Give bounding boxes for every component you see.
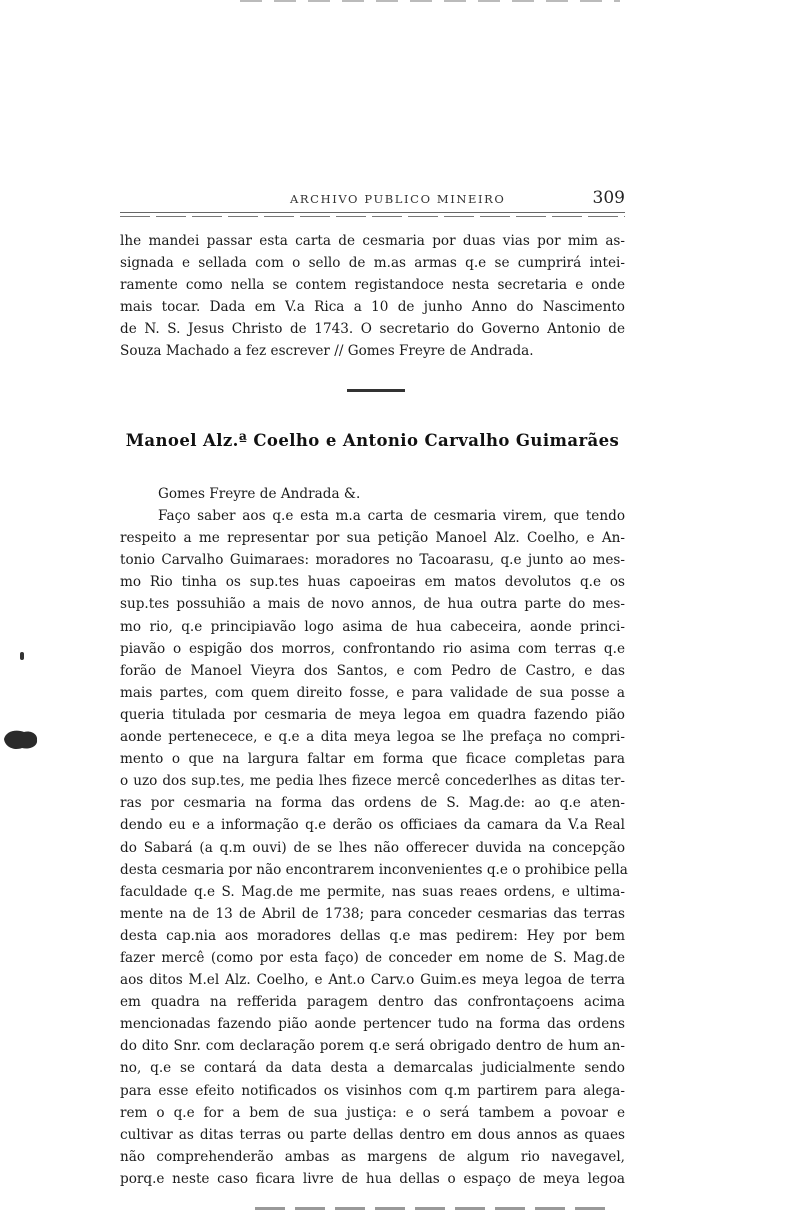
text-line: lhe mandei passar esta carta de cesmaria por duas vias por mim as- bbox=[120, 233, 625, 249]
text-line: Faço saber aos q.e esta m.a carta de cesmaria virem, que tendo bbox=[158, 508, 625, 525]
text-line: desta cap.nia aos moradores dellas q.e mas pedirem: Hey por bem bbox=[120, 927, 625, 944]
text-line: no, q.e se contará da data desta a demarcalas judicialmente sendo bbox=[120, 1060, 625, 1077]
text-line: queria titulada por cesmaria de meya legoa em quadra fazendo pião bbox=[120, 706, 625, 723]
text-line: de N. S. Jesus Christo de 1743. O secretario do Governo Antonio de bbox=[120, 321, 625, 338]
margin-mark bbox=[20, 652, 24, 660]
text-line: não comprehenderão ambas as margens de algum rio navegavel, bbox=[120, 1148, 625, 1165]
text-line: do dito Snr. com declaração porem q.e será obrigado dentro de hum an- bbox=[120, 1038, 625, 1055]
text-line: sup.tes possuhião a mais de novo annos, de hua outra parte do mes- bbox=[120, 596, 625, 613]
running-title: ARCHIVO PUBLICO MINEIRO bbox=[290, 192, 506, 206]
text-line: mo rio, q.e principiavão logo asima de hua cabeceira, aonde princi- bbox=[120, 618, 625, 635]
section-separator bbox=[347, 389, 405, 392]
text-line: rem o q.e for a bem de sua justiça: e o será tambem a povoar e bbox=[120, 1104, 625, 1121]
body-text bbox=[120, 483, 628, 1190]
text-line: do Sabará (a q.m ouvi) de se lhes não offerecer duvida na concepção bbox=[120, 839, 625, 856]
text-line: porq.e neste caso ficara livre de hua dellas o espaço de meya legoa bbox=[120, 1170, 625, 1187]
text-line: para esse efeito notificados os visinhos com q.m partirem para alega- bbox=[120, 1082, 625, 1099]
text-line: mente na de 13 de Abril de 1738; para conceder cesmarias das terras bbox=[120, 905, 625, 922]
text-line: respeito a me representar por sua petição Manoel Alz. Coelho, e An- bbox=[120, 530, 625, 547]
header-rule-dashed bbox=[120, 216, 625, 217]
text-line: tonio Carvalho Guimaraes: moradores no Tacoarasu, q.e junto ao mes- bbox=[120, 552, 625, 569]
text-line: aonde pertenecece, e q.e a dita meya legoa se lhe prefaça no compri- bbox=[120, 729, 625, 746]
scan-edge-bottom bbox=[255, 1207, 615, 1210]
text-line: signada e sellada com o sello de m.as armas q.e se cumprirá intei- bbox=[120, 255, 625, 272]
text-line: faculdade q.e S. Mag.de me permite, nas suas reaes ordens, e ultima- bbox=[120, 883, 625, 900]
text-line: aos ditos M.el Alz. Coelho, e Ant.o Carv.o Guim.es meya legoa de terra bbox=[120, 972, 625, 989]
text-line: ras por cesmaria na forma das ordens de S. Mag.de: ao q.e aten- bbox=[120, 795, 625, 812]
text-line: mo Rio tinha os sup.tes huas capoeiras em matos devolutos q.e os bbox=[120, 574, 625, 591]
continuation-paragraph bbox=[120, 230, 625, 363]
text-line: Gomes Freyre de Andrada &. bbox=[158, 486, 361, 502]
scan-edge-top bbox=[240, 0, 620, 2]
text-line: desta cesmaria por não encontrarem inconvenientes q.e o prohibice pella bbox=[120, 861, 628, 878]
text-line: o uzo dos sup.tes, me pedia lhes fizece mercê concederlhes as ditas ter- bbox=[120, 773, 625, 790]
text-line: dendo eu e a informação q.e derão os officiaes da camara da V.a Real bbox=[120, 817, 625, 834]
running-head bbox=[120, 188, 625, 212]
text-line: mais tocar. Dada em V.a Rica a 10 de junho Anno do Nascimento bbox=[120, 299, 625, 316]
text-line: mento o que na largura faltar em forma que ficace completas para bbox=[120, 751, 625, 768]
text-line: mencionadas fazendo pião aonde pertencer tudo na forma das ordens bbox=[120, 1016, 625, 1033]
text-line: forão de Manoel Vieyra dos Santos, e com Pedro de Castro, e das bbox=[120, 662, 625, 679]
page-number: 309 bbox=[592, 188, 625, 208]
text-line: em quadra na refferida paragem dentro das confrontaçoens acima bbox=[120, 994, 625, 1011]
text-line: piavão o espigão dos morros, confrontando rio asima com terras q.e bbox=[120, 640, 625, 657]
ink-blot bbox=[2, 726, 40, 752]
section-heading: Manoel Alz.ª Coelho e Antonio Carvalho Guimarães bbox=[125, 431, 620, 450]
text-line: ramente como nella se contem registandoce nesta secretaria e onde bbox=[120, 277, 625, 294]
text-line: cultivar as ditas terras ou parte dellas dentro em dous annos as quaes bbox=[120, 1126, 625, 1143]
text-line: Souza Machado a fez escrever // Gomes Freyre de Andrada. bbox=[120, 343, 534, 360]
header-rule bbox=[120, 212, 625, 213]
text-line: fazer mercê (como por esta faço) de conceder em nome de S. Mag.de bbox=[120, 949, 625, 966]
text-line: mais partes, com quem direito fosse, e para validade de sua posse a bbox=[120, 684, 625, 701]
